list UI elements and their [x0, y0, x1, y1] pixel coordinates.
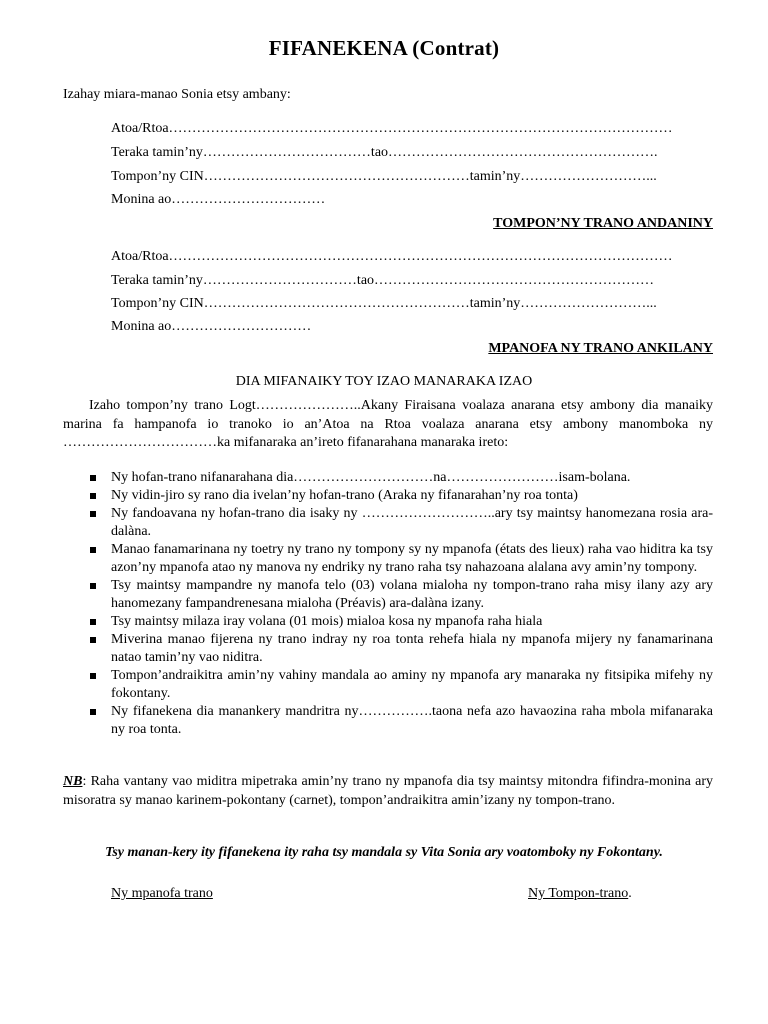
- owner-name-field: Atoa/Rtoa………………………………………………………………………………………………: [111, 121, 673, 136]
- signature-owner-label: Ny Tompon-trano: [528, 886, 629, 901]
- closing-statement: Tsy manan-kery ity fifanekena ity raha tsy mandala sy Vita Sonia ary voatomboky ny Fokontany.: [105, 845, 663, 860]
- bullet-icon: [90, 511, 96, 517]
- terms-list: [63, 469, 713, 739]
- bullet-icon: [90, 637, 96, 643]
- agreement-heading: DIA MIFANAIKY TOY IZAO MANARAKA IZAO: [235, 374, 533, 389]
- owner-address-field: Monina ao……………………………: [111, 192, 326, 207]
- owner-label: TOMPON’NY TRANO ANDANINY: [493, 216, 713, 231]
- nb-note: [63, 773, 713, 810]
- list-item: Manao fanamarinana ny toetry ny trano ny tompony sy ny mpanofa (états des lieux) raha vao hiditra ka tsy azon’ny mpanofa atao ny manova ny endriky ny trano raha tsy nahazoana alalana avy amin’ny tompony.: [63, 541, 713, 577]
- tenant-name-field: Atoa/Rtoa………………………………………………………………………………………………: [111, 249, 673, 264]
- document-title: FIFANEKENA (Contrat): [268, 36, 500, 60]
- bullet-icon: [90, 619, 96, 625]
- list-item: Tsy maintsy milaza iray volana (01 mois) mialoa kosa ny mpanofa raha hiala: [63, 613, 713, 631]
- nb-label: NB: [63, 774, 83, 789]
- bullet-icon: [90, 709, 96, 715]
- tenant-label: MPANOFA NY TRANO ANKILANY: [488, 341, 713, 356]
- owner-birth-field: Teraka tamin’ny………………………………tao………………………………………………….: [111, 145, 658, 160]
- signature-owner: [528, 886, 632, 902]
- bullet-icon: [90, 475, 96, 481]
- signature-tenant: Ny mpanofa trano: [111, 886, 213, 901]
- bullet-icon: [90, 547, 96, 553]
- list-item: Tsy maintsy mampandre ny manofa telo (03) volana mialoha ny tompon-trano raha misy ilany azy ary hanomezany fampandrenesana mialoha (Préavis) ara-dalàna izany.: [63, 577, 713, 613]
- list-item: Ny fifanekena dia manankery mandritra ny…………….taona nefa azo havaozina raha mbola mifanaraka ny roa tonta.: [63, 703, 713, 739]
- bullet-icon: [90, 583, 96, 589]
- list-item: Tompon’andraikitra amin’ny vahiny mandala ao aminy ny mpanofa ary manaraka ny fitsipika mifehy ny fokontany.: [63, 667, 713, 703]
- tenant-birth-field: Teraka tamin’ny……………………………tao……………………………………………………: [111, 273, 655, 288]
- bullet-icon: [90, 493, 96, 499]
- tenant-cin-field: Tompon’ny CIN…………………………………………………tamin’ny………………………...: [111, 296, 657, 311]
- signature-owner-suffix: .: [628, 886, 632, 901]
- bullet-icon: [90, 673, 96, 679]
- list-item: Ny vidin-jiro sy rano dia ivelan’ny hofan-trano (Araka ny fifanarahan’ny roa tonta): [63, 487, 713, 505]
- list-item: Ny fandoavana ny hofan-trano dia isaky ny ………………………..ary tsy maintsy hanomezana rosia ara-dalàna.: [63, 505, 713, 541]
- owner-cin-field: Tompon’ny CIN…………………………………………………tamin’ny………………………...: [111, 169, 657, 184]
- intro-text: Izahay miara-manao Sonia etsy ambany:: [63, 87, 291, 102]
- list-item: Ny hofan-trano nifanarahana dia…………………………na……………………isam-bolana.: [63, 469, 713, 487]
- agreement-paragraph: Izaho tompon’ny trano Logt…………………..Akany Firaisana voalaza anarana etsy ambony dia manaiky marina fa hampanofa io tranoko io an’Atoa na Rtoa voalaza anarana etsy ambony manomboka ny ……………………………ka mifanaraka an’ireto fifanarahana manaraka ireto:: [63, 398, 713, 450]
- tenant-address-field: Monina ao…………………………: [111, 319, 312, 334]
- nb-text: : Raha vantany vao miditra mipetraka amin’ny trano ny mpanofa dia tsy maintsy mitondra fifindra-monina ary misoratra sy manao karinem-pokontany (carnet), tompon’andraikitra amin’izany ny tompon-trano.: [63, 774, 713, 808]
- list-item: Miverina manao fijerena ny trano indray ny roa tonta rehefa hiala ny mpanofa mijery ny fanamarinana natao tamin’ny vao niditra.: [63, 631, 713, 667]
